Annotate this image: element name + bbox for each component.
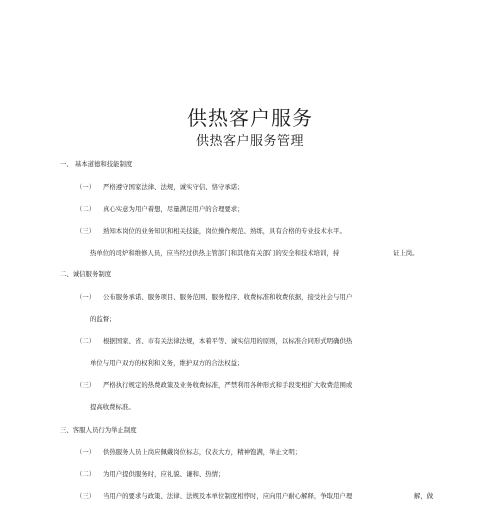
- item-number: （一）: [76, 183, 96, 191]
- document-title: 供热客户服务: [187, 106, 313, 130]
- item-number: （二）: [76, 337, 96, 345]
- item-text: 严格执行规定的热费政策及业务收费标准，严禁利用各种形式和手段变相扩大收费范围或: [103, 381, 353, 389]
- document-subtitle: 供热客户服务管理: [195, 134, 304, 149]
- item-number: （三）: [76, 381, 96, 389]
- item-text: 真心实意为用户着想，尽量满足用户的合理要求；: [103, 205, 244, 213]
- item-text: 根据国家、省、市有关法律法规，本着平等、诚实信用的原则，以标准合同形式明确供热: [103, 337, 353, 345]
- item-text: 供热服务人员上岗应佩戴岗位标志，仪表大方，精神饱满，举止文明；: [103, 448, 302, 456]
- item-text-continued: 提高收费标准。: [90, 403, 135, 411]
- section-heading: 二、诚信服务制度: [60, 270, 112, 278]
- section-heading: 一、 基本道德和技能制度: [60, 160, 133, 168]
- item-text-continued: 单位与用户双方的权利和义务，维护双方的合法权益；: [90, 359, 244, 367]
- item-number: （一）: [76, 293, 96, 301]
- section-heading: 三、客服人员行为举止制度: [60, 426, 137, 434]
- item-number: （二）: [76, 470, 96, 478]
- paragraph-text: 热单位的司炉和维修人员，应当经过供热主管部门和其他有关部门的安全和技术培训，持: [90, 249, 340, 257]
- item-number: （一）: [76, 448, 96, 456]
- item-number: （二）: [76, 205, 96, 213]
- item-text: 严格遵守国家法律、法规，诚实守信、恪守承诺；: [103, 183, 244, 191]
- item-text-continued: 的监督；: [90, 315, 116, 323]
- item-text: 公布服务承诺、服务项目、服务范围、服务程序、收费标准和收费依据，接受社会与用户: [103, 293, 353, 301]
- item-text: 当用户的要求与政策、法律、法规及本单位制度相悖时，应向用户耐心解释，争取用户理: [103, 492, 353, 500]
- item-text: 为用户提供服务时，应礼貌、谦和、热情；: [103, 470, 225, 478]
- item-number: （三）: [76, 227, 96, 235]
- paragraph-tail: 证上岗。: [393, 249, 419, 257]
- item-number: （三）: [76, 492, 96, 500]
- item-text-tail: 解，做: [414, 492, 434, 500]
- item-text: 熟知本岗位的业务知识和相关技能，岗位操作规范、熟练，具有合格的专业技术水平。: [103, 227, 346, 235]
